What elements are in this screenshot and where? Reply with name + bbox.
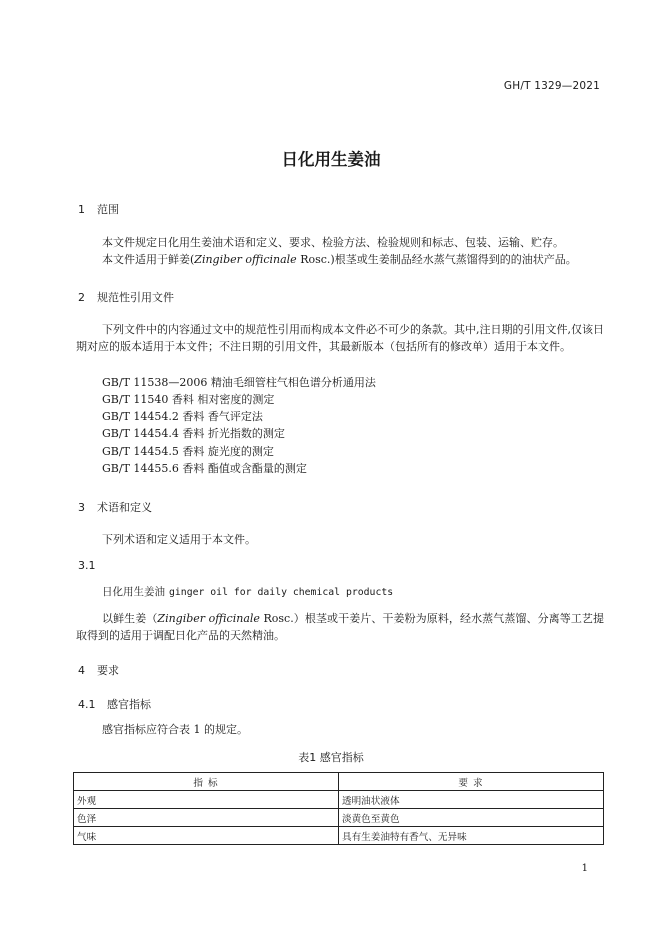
section-1-para2-a: 本文件适用于鲜姜( [102,253,195,266]
document-title: 日化用生姜油 [281,150,381,169]
subsection-4-1-heading [78,696,151,712]
section-1-para2-b: Rosc.)根茎或生姜制品经水蒸气蒸馏得到的的油状产品。 [296,253,577,266]
term-definition [76,610,604,644]
table-header-cell: 指 标 [74,773,339,791]
section-1-para2-latin: Zingiber officinale [194,253,297,266]
subsection-4-1-paragraph: 感官指标应符合表 1 的规定。 [102,723,248,736]
term-chinese: 日化用生姜油 [102,586,165,598]
section-3-paragraph: 下列术语和定义适用于本文件。 [102,533,256,546]
section-3-heading [78,499,152,515]
table-cell: 淡黄色至黄色 [339,809,604,827]
section-3-title: 术语和定义 [97,501,152,514]
section-2-title: 规范性引用文件 [97,291,174,304]
table-header-row [74,773,604,791]
section-2-heading [78,289,174,305]
term-def-latin: Zingiber officinale [157,612,260,625]
standard-code: GH/T 1329—2021 [503,80,600,92]
subsection-4-1-title: 感官指标 [107,698,151,711]
table-cell: 色泽 [74,809,339,827]
section-4-title: 要求 [97,664,119,677]
page-number: 1 [581,863,588,874]
subsection-3-1-number: 3.1 [78,559,96,572]
section-3-number: 3 [78,501,85,514]
section-1-heading [78,201,119,217]
reference-item: GB/T 11538—2006 精油毛细管柱气相色谱分析通用法 [102,376,376,389]
subsection-4-1-number: 4.1 [78,698,96,711]
table-row [74,827,604,845]
term-entry [102,584,393,599]
table-row [74,809,604,827]
table-row [74,791,604,809]
sensory-table [73,772,604,845]
reference-item: GB/T 14455.6 香料 酯值或含酯量的测定 [102,462,307,475]
section-1-title: 范围 [97,203,119,216]
table-caption: 表1 感官指标 [298,751,364,764]
reference-item: GB/T 14454.5 香料 旋光度的测定 [102,445,274,458]
section-4-number: 4 [78,664,85,677]
term-def-a: 以鲜生姜（ [102,612,158,625]
term-def-b: Rosc.）根茎或干姜片、干姜粉为原料，经水蒸气蒸馏、分离等工艺提取得到的适用于调配日化产品的天然精油。 [76,612,605,642]
section-4-heading [78,662,119,678]
section-1-number: 1 [78,203,85,216]
section-1-paragraph-1: 本文件规定日化用生姜油术语和定义、要求、检验方法、检验规则和标志、包装、运输、贮存。 [102,236,564,249]
table-cell: 气味 [74,827,339,845]
table-cell: 外观 [74,791,339,809]
reference-item: GB/T 14454.4 香料 折光指数的测定 [102,427,285,440]
reference-item: GB/T 14454.2 香料 香气评定法 [102,410,263,423]
table-cell: 透明油状液体 [339,791,604,809]
section-1-paragraph-2 [76,251,604,268]
section-2-paragraph: 下列文件中的内容通过文中的规范性引用而构成本文件必不可少的条款。其中,注日期的引用文件,仅该日期对应的版本适用于本文件；不注日期的引用文件，其最新版本（包括所有的修改单）适用于本文件。 [76,323,604,353]
reference-item: GB/T 11540 香料 相对密度的测定 [102,393,275,406]
section-2-number: 2 [78,291,85,304]
term-english: ginger oil for daily chemical products [169,587,394,598]
table-header-cell: 要 求 [339,773,604,791]
table-cell: 具有生姜油特有香气、无异味 [339,827,604,845]
